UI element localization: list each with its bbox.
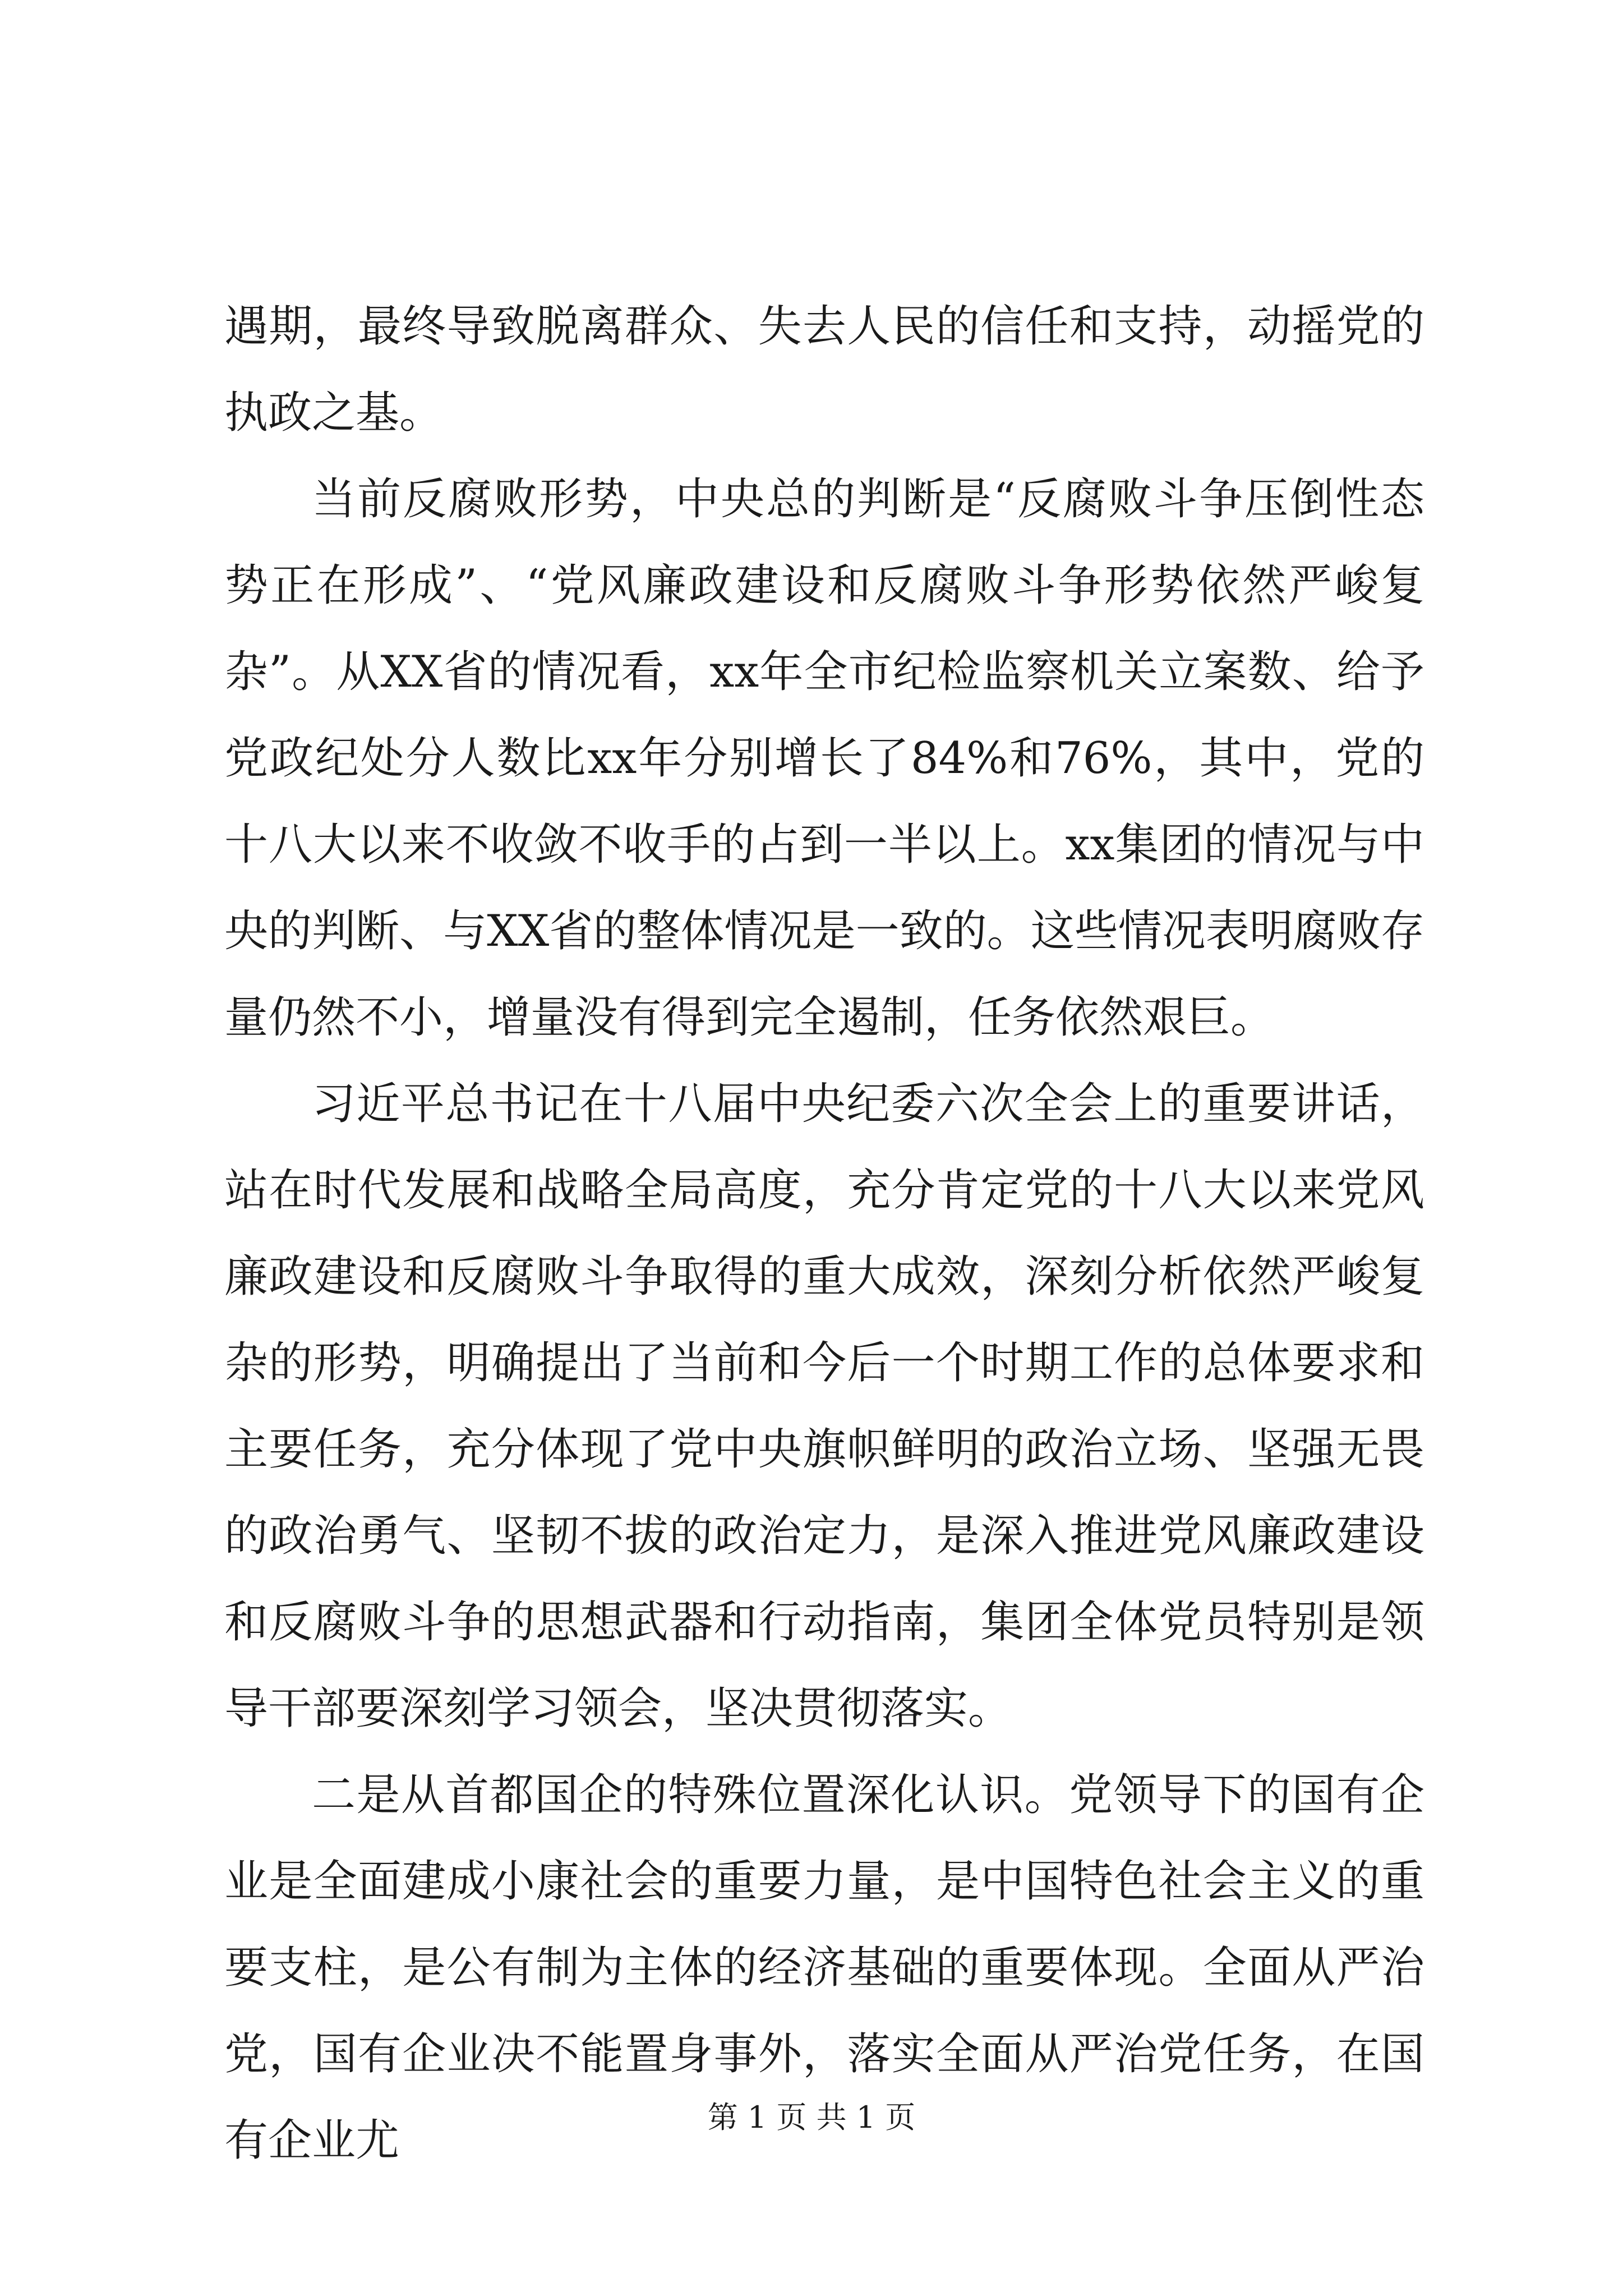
paragraph-anticorruption-situation: 当前反腐败形势，中央总的判断是“反腐败斗争压倒性态势正在形成”、“党风廉政建设和反腐败斗争形势依然严峻复杂”。从XX省的情况看，xx年全市纪检监察机关立案数、给予党政纪处分人数比xx年分别增长了84%和76%，其中，党的十八大以来不收敛不收手的占到一半以上。xx集团的情况与中央的判断、与XX省的整体情况是一致的。这些情况表明腐败存量仍然不小，增量没有得到完全遏制，任务依然艰巨。 <box>224 474 1424 1043</box>
paragraph-soe-position: 二是从首都国企的特殊位置深化认识。党领导下的国有企业是全面建成小康社会的重要力量，是中国特色社会主义的重要支柱，是公有制为主体的经济基础的重要体现。全面从严治党，国有企业决不能置身事外，落实全面从严治党任务，在国有企业尤 <box>224 1770 1424 2166</box>
page-number-label: 第 1 页 共 1 页 <box>707 2100 916 2135</box>
paragraph-xi-speech: 习近平总书记在十八届中央纪委六次全会上的重要讲话，站在时代发展和战略全局高度，充分肯定党的十八大以来党风廉政建设和反腐败斗争取得的重大成效，深刻分析依然严峻复杂的形势，明确提出了当前和今后一个时期工作的总体要求和主要任务，充分体现了党中央旗帜鲜明的政治立场、坚强无畏的政治勇气、坚韧不拔的政治定力，是深入推进党风廉政建设和反腐败斗争的思想武器和行动指南，集团全体党员特别是领导干部要深刻学习领会，坚决贯彻落实。 <box>224 1079 1424 1734</box>
paragraph-continuation: 遇期，最终导致脱离群众、失去人民的信任和支持，动摇党的执政之基。 <box>224 301 1424 438</box>
page-footer <box>0 2095 1623 2140</box>
document-body <box>224 283 1424 2184</box>
